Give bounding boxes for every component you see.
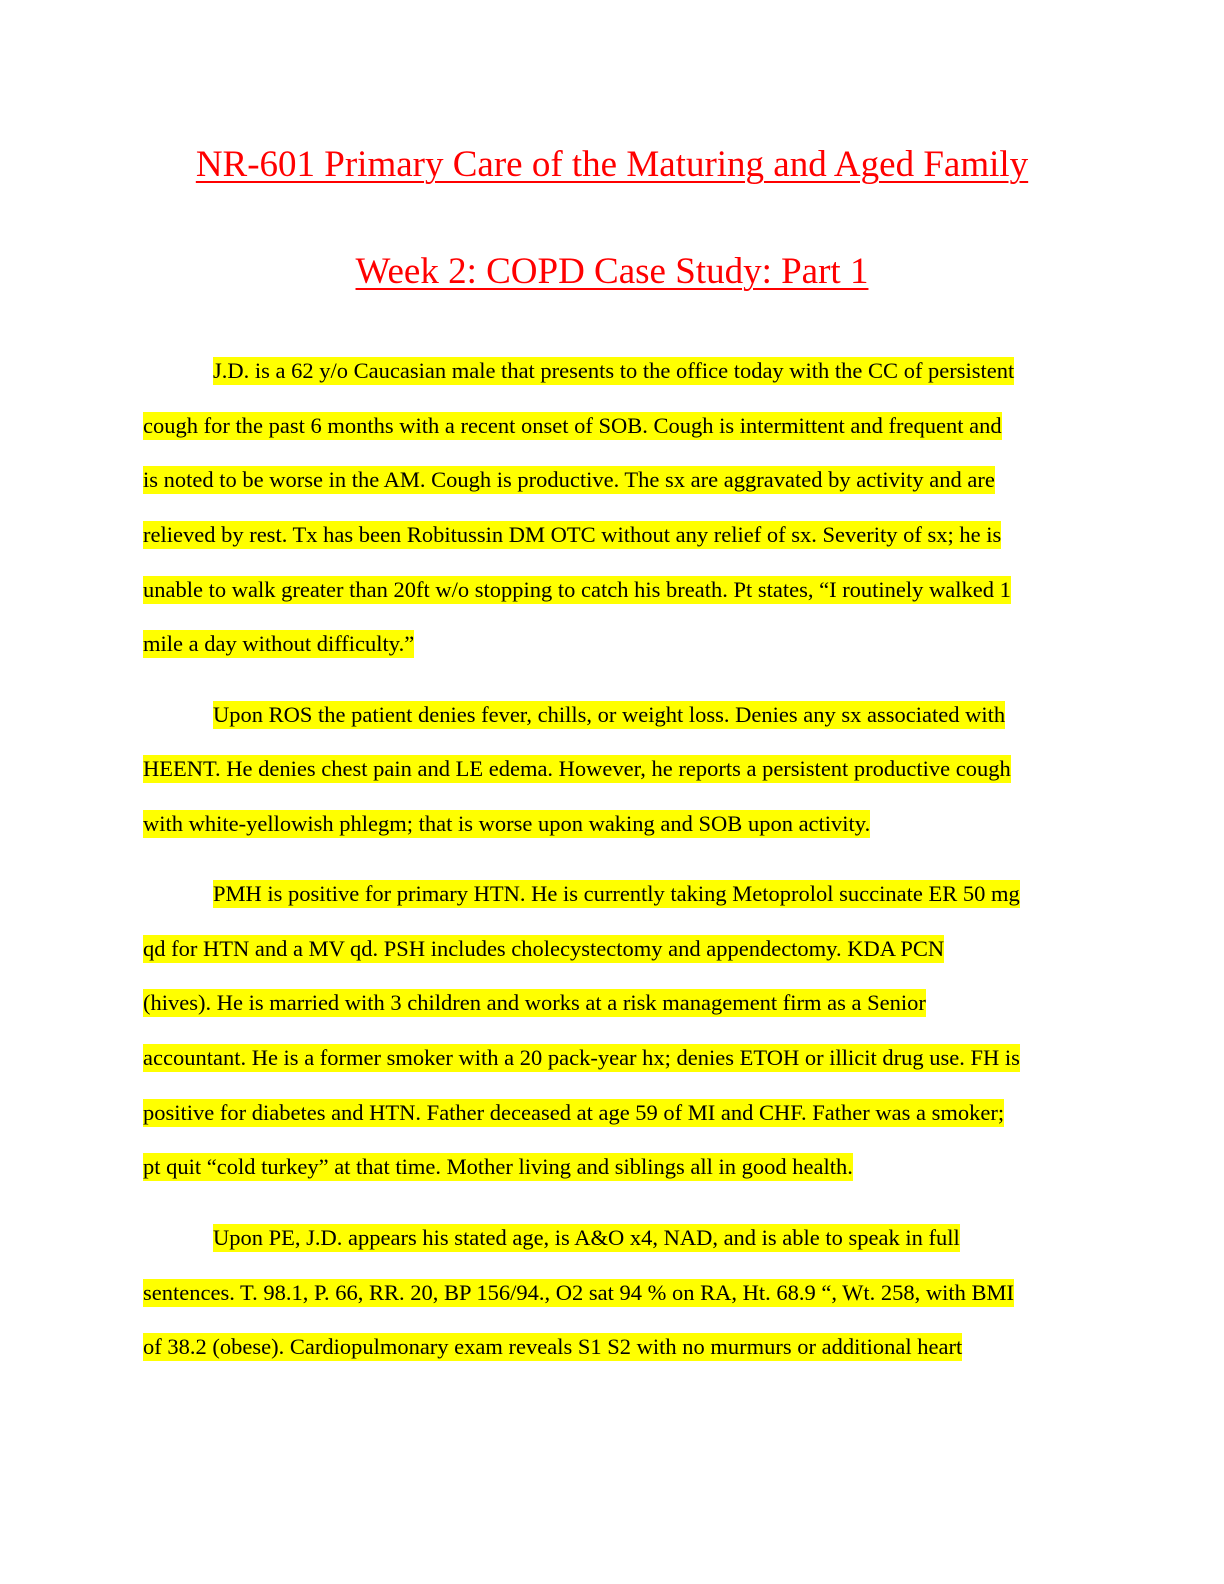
paragraph-hpi-line — [143, 520, 1083, 550]
highlighted-text: mile a day without difficulty.” — [143, 631, 415, 656]
paragraph-pmh-line — [143, 879, 1083, 909]
highlighted-text: is noted to be worse in the AM. Cough is productive. The sx are aggravated by activity and are — [143, 467, 995, 492]
highlighted-text: of 38.2 (obese). Cardiopulmonary exam reveals S1 S2 with no murmurs or additional heart — [143, 1334, 963, 1359]
paragraph-ros-line — [143, 700, 1083, 730]
paragraph-hpi-line — [143, 575, 1083, 605]
paragraph-pmh-line — [143, 1043, 1083, 1073]
paragraph-pe-line — [143, 1332, 1083, 1362]
highlighted-text: qd for HTN and a MV qd. PSH includes cholecystectomy and appendectomy. KDA PCN — [143, 936, 945, 961]
title-line-1: NR-601 Primary Care of the Maturing and Aged Family — [195, 144, 1029, 185]
paragraph-ros-line — [143, 809, 1083, 839]
title-line-2: Week 2: COPD Case Study: Part 1 — [355, 251, 869, 292]
highlighted-text: (hives). He is married with 3 children and works at a risk management firm as a Senior — [143, 990, 926, 1015]
paragraph-pmh-line — [143, 1098, 1083, 1128]
paragraph-hpi-line — [143, 411, 1083, 441]
highlighted-text: PMH is positive for primary HTN. He is currently taking Metoprolol succinate ER 50 mg — [213, 881, 1020, 906]
highlighted-text: sentences. T. 98.1, P. 66, RR. 20, BP 156/94., O2 sat 94 % on RA, Ht. 68.9 “, Wt. 258, with BMI — [143, 1280, 1015, 1305]
paragraph-hpi-line — [143, 356, 1083, 386]
highlighted-text: J.D. is a 62 y/o Caucasian male that presents to the office today with the CC of persistent — [213, 358, 1015, 383]
highlighted-text: Upon PE, J.D. appears his stated age, is A&O x4, NAD, and is able to speak in full — [213, 1225, 960, 1250]
paragraph-pmh-line — [143, 988, 1083, 1018]
paragraph-pmh-line — [143, 934, 1083, 964]
paragraph-pe-line — [143, 1278, 1083, 1308]
highlighted-text: HEENT. He denies chest pain and LE edema. However, he reports a persistent productive cough — [143, 756, 1011, 781]
highlighted-text: cough for the past 6 months with a recent onset of SOB. Cough is intermittent and frequent and — [143, 413, 1002, 438]
highlighted-text: unable to walk greater than 20ft w/o stopping to catch his breath. Pt states, “I routinely walked 1 — [143, 577, 1011, 602]
paragraph-hpi-line — [143, 629, 1083, 659]
highlighted-text: Upon ROS the patient denies fever, chills, or weight loss. Denies any sx associated with — [213, 702, 1006, 727]
highlighted-text: accountant. He is a former smoker with a 20 pack-year hx; denies ETOH or illicit drug use. FH is — [143, 1045, 1020, 1070]
highlighted-text: relieved by rest. Tx has been Robitussin DM OTC without any relief of sx. Severity of sx; he is — [143, 522, 1002, 547]
paragraph-hpi-line — [143, 465, 1083, 495]
highlighted-text: positive for diabetes and HTN. Father deceased at age 59 of MI and CHF. Father was a smoker; — [143, 1100, 1005, 1125]
paragraph-pmh-line — [143, 1152, 1083, 1182]
highlighted-text: pt quit “cold turkey” at that time. Mother living and siblings all in good health. — [143, 1154, 853, 1179]
paragraph-pe-line — [143, 1223, 1083, 1253]
document-title-assignment — [0, 250, 1224, 294]
document-title-course — [0, 143, 1224, 187]
paragraph-ros-line — [143, 754, 1083, 784]
highlighted-text: with white-yellowish phlegm; that is worse upon waking and SOB upon activity. — [143, 811, 871, 836]
